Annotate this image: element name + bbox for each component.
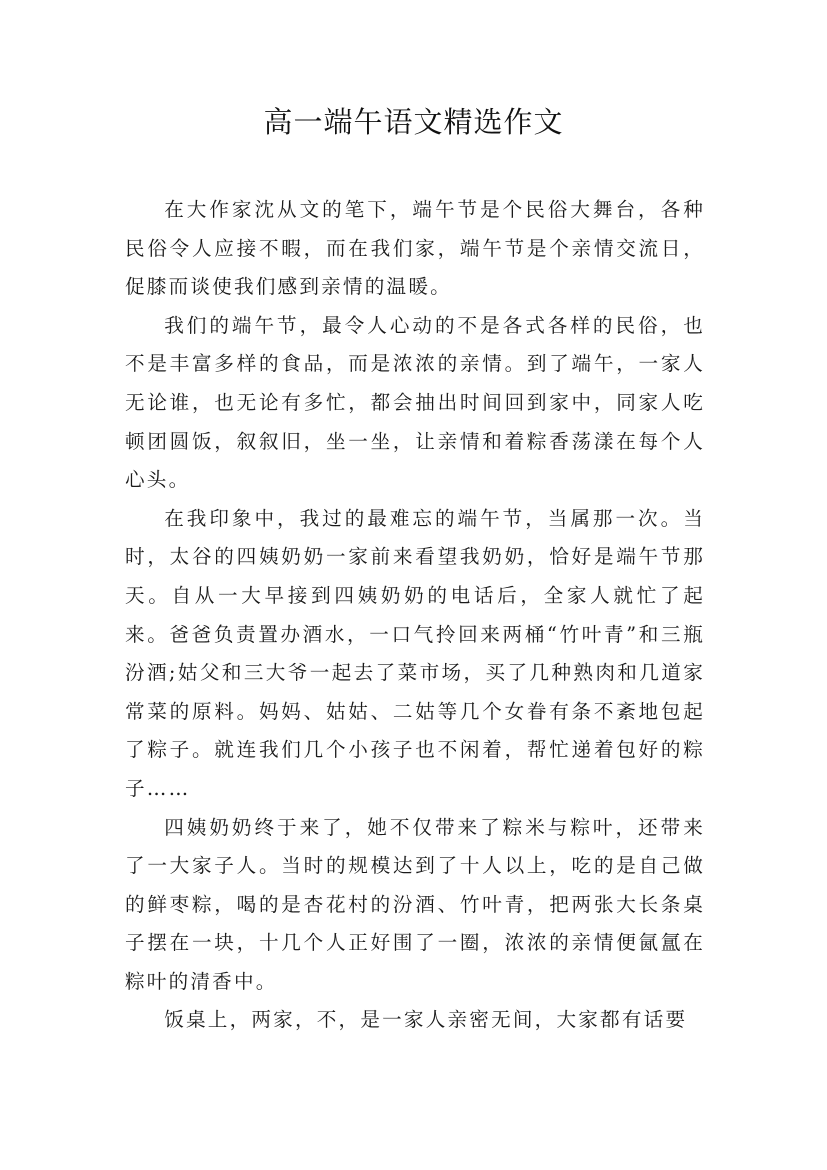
paragraph-3: 在我印象中，我过的最难忘的端午节，当属那一次。当时，太谷的四姨奶奶一家前来看望我奶奶，恰好是端午节那天。自从一大早接到四姨奶奶的电话后，全家人就忙了起来。爸爸负责置办酒水，一口气拎回来两桶“竹叶青”和三瓶汾酒;姑父和三大爷一起去了菜市场，买了几种熟肉和几道家常菜的原料。妈妈、姑姑、二姑等几个女眷有条不紊地包起了粽子。就连我们几个小孩子也不闲着，帮忙递着包好的粽子…… — [125, 506, 705, 800]
paragraph-4: 四姨奶奶终于来了，她不仅带来了粽米与粽叶，还带来了一大家子人。当时的规模达到了十人以上，吃的是自己做的鲜枣粽，喝的是杏花村的汾酒、竹叶青，把两张大长条桌子摆在一块，十几个人正好围了一圈，浓浓的亲情便氤氲在粽叶的清香中。 — [125, 815, 705, 993]
paragraph-2: 我们的端午节，最令人心动的不是各式各样的民俗，也不是丰富多样的食品，而是浓浓的亲情。到了端午，一家人无论谁，也无论有多忙，都会抽出时间回到家中，同家人吃顿团圆饭，叙叙旧，坐一坐，让亲情和着粽香荡漾在每个人心头。 — [125, 313, 705, 492]
paragraph-1: 在大作家沈从文的笔下，端午节是个民俗大舞台，各种民俗令人应接不暇，而在我们家，端午节是个亲情交流日，促膝而谈使我们感到亲情的温暖。 — [125, 198, 705, 299]
paragraph-5: 饭桌上，两家，不，是一家人亲密无间，大家都有话要 — [164, 1008, 688, 1032]
document-body — [125, 191, 705, 1040]
document-title: 高一端午语文精选作文 — [263, 105, 564, 139]
